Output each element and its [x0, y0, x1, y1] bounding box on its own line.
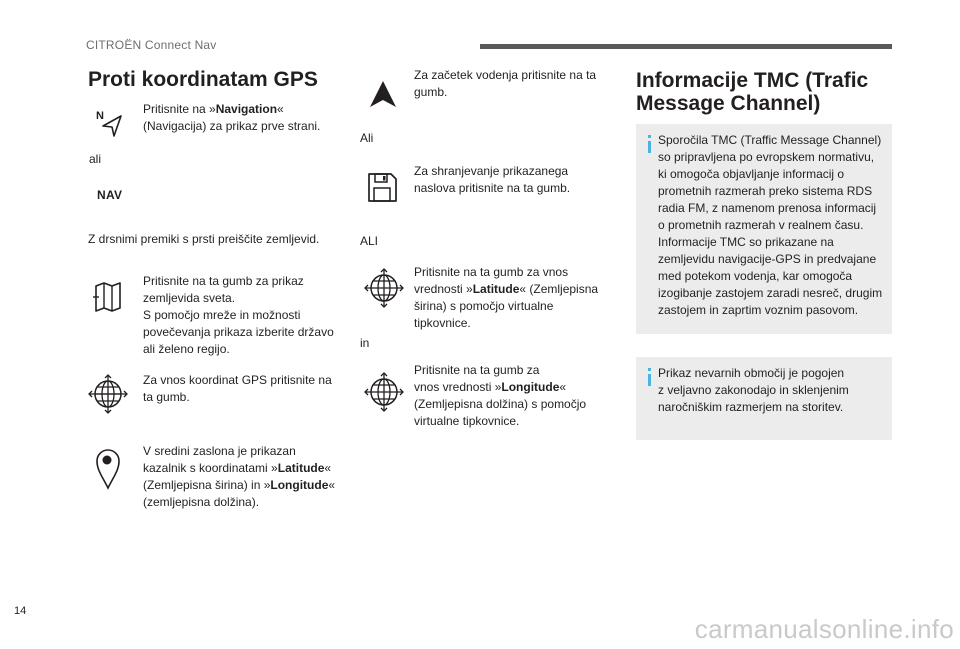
globe-latitude-icon	[364, 266, 404, 310]
info-box-danger	[636, 357, 892, 440]
info-icon	[648, 141, 651, 153]
page-number: 14	[14, 605, 27, 617]
ali-caps-label: ALI	[360, 234, 379, 248]
globe-icon	[88, 372, 128, 416]
ali-label-2: Ali	[360, 131, 374, 145]
nav-button-label: NAV	[97, 188, 123, 202]
save-icon	[365, 170, 399, 204]
header-title: CITROËN Connect Nav	[86, 38, 217, 52]
marker-text: V sredini zaslona je prikazan kazalnik s koordinatami »Latitude« (Zemljepisna širina) in »Longitude« (zemljepisna dolžina).	[143, 444, 336, 509]
info-icon-dot-2	[648, 368, 651, 371]
start-text: Za začetek vodenja pritisnite na ta gumb.	[414, 68, 597, 99]
info-text-tmc: Sporočila TMC (Traffic Message Channel) so pripravljena po evropskem normativu, ki omogoča objavljanje informacij o prometnih razmerah preko sistema RDS radia FM, z namenom prenosa informacij o prometnih razmerah v realnem času. Informacije TMC so prikazane na zemljevidu navigacije-GPS in predvajane med potekom vodenja, kar omogoča izogibanje zastojem zaradi nesreč, drugim zastojem in zaprtim voznim pasovom.	[658, 133, 883, 317]
ali-label: ali	[89, 152, 102, 166]
watermark: carmanualsonline.info	[694, 614, 954, 644]
section-title-gps: Proti koordinatam GPS	[88, 68, 318, 91]
latitude-text: Pritisnite na ta gumb za vnos vrednosti »Latitude« (Zemljepisna širina) s pomočjo virtualne tipkovnice.	[414, 265, 599, 330]
in-label: in	[360, 336, 370, 350]
info-text-danger: Prikaz nevarnih območij je pogojen z veljavno zakonodajo in sklenjenim naročniškim razmerjem na storitev.	[658, 366, 849, 414]
save-text: Za shranjevanje prikazanega naslova pritisnite na ta gumb.	[414, 164, 571, 195]
info-icon-2	[648, 374, 651, 386]
longitude-text: Pritisnite na ta gumb za vnos vrednosti »Longitude« (Zemljepisna dolžina) s pomočjo virtualne tipkovnice.	[414, 363, 587, 428]
start-guidance-icon	[367, 78, 399, 110]
navigation-text: Pritisnite na »Navigation« (Navigacija) za prikaz prve strani.	[143, 102, 321, 133]
header-bar	[480, 44, 892, 49]
globe-longitude-icon	[364, 370, 404, 414]
drag-text: Z drsnimi premiki s prsti preiščite zemljevid.	[88, 232, 320, 246]
map-book-icon	[90, 280, 126, 314]
gps-text: Za vnos koordinat GPS pritisnite na ta gumb.	[143, 373, 332, 404]
north-label: N	[96, 110, 105, 122]
info-box-tmc	[636, 124, 892, 334]
info-icon-dot	[648, 135, 651, 138]
section-title-tmc: Informacije TMC (Trafic Message Channel)	[636, 69, 869, 115]
map-text: Pritisnite na ta gumb za prikaz zemljevida sveta. S pomočjo mreže in možnosti povečevanja prikaza izberite državo ali želeno regijo.	[143, 274, 334, 356]
location-marker-icon	[93, 446, 123, 490]
